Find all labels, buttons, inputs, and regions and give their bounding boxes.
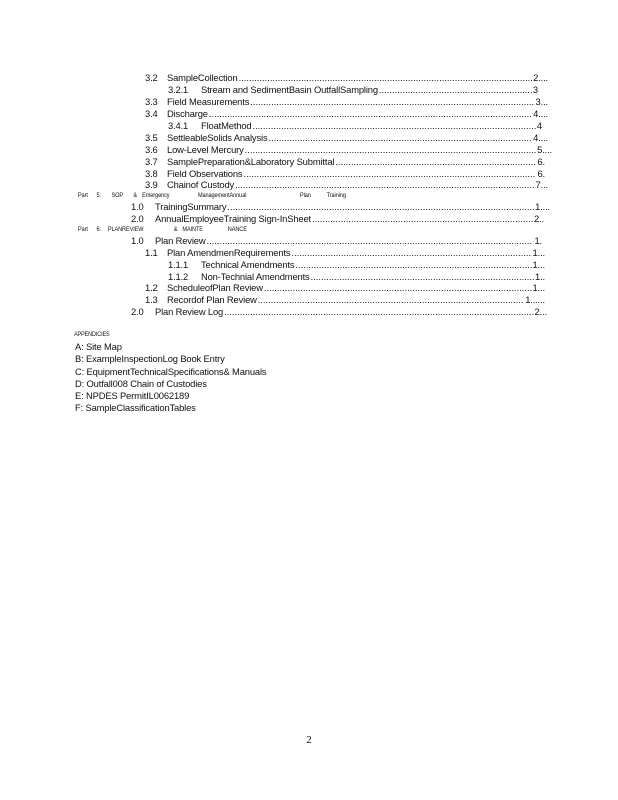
part6-heading-word: & [173, 226, 178, 233]
part5-heading[interactable] [78, 192, 346, 200]
toc-entry-title: Technical Amendments [201, 259, 295, 270]
toc-leader-dots [252, 120, 535, 132]
part6-heading[interactable] [78, 226, 247, 234]
toc-entry-number: 3.4 [145, 108, 158, 119]
part5-heading-word: Plan [300, 192, 311, 199]
appendix-item[interactable]: F: SampleClassificationTables [75, 402, 196, 413]
toc-leader-dots [209, 108, 532, 120]
toc-leader-dots [227, 201, 534, 213]
toc-leader-dots [235, 179, 534, 191]
toc-entry[interactable] [145, 96, 548, 108]
toc-entry-title: Low-Level Mercury [167, 144, 244, 155]
toc-entry-page: 2 [534, 213, 540, 224]
appendices-heading: APPENDICIES [74, 331, 110, 338]
toc-entry-number: 1.0 [131, 201, 144, 212]
toc-trailing-dots: . [542, 156, 545, 167]
toc-leader-dots [258, 294, 524, 306]
toc-entry-title: Non-Technial Amendments [201, 271, 310, 282]
toc-entry-page: 6 [537, 156, 543, 167]
toc-trailing-dots: .... [540, 201, 550, 212]
toc-entry[interactable] [145, 72, 548, 84]
part5-heading-word: ManagementAnnual [197, 192, 247, 199]
toc-entry-title: Plan Review [155, 235, 206, 246]
toc-trailing-dots: . [539, 235, 542, 246]
toc-entry-page: 1 [532, 259, 538, 270]
toc-leader-dots [224, 306, 533, 318]
appendix-item[interactable]: B: ExampleInspectionLog Book Entry [75, 353, 225, 364]
toc-entry[interactable] [131, 306, 547, 318]
toc-entry-number: 2.0 [131, 213, 144, 224]
toc-entry[interactable] [131, 235, 542, 247]
toc-entry-page: 3 [532, 84, 538, 95]
appendix-item[interactable]: D: Outfall008 Chain of Custodies [75, 378, 207, 389]
part6-heading-word: NANCE [227, 226, 247, 233]
part5-heading-word: Training [326, 192, 346, 199]
part6-heading-word: 6: [96, 226, 101, 233]
toc-trailing-dots: ... [540, 96, 548, 107]
part5-heading-word: 5: [96, 192, 101, 199]
toc-entry-title: Plan AmendmenRequirements [167, 247, 291, 258]
toc-entry-page: 4 [533, 108, 539, 119]
toc-leader-dots [312, 213, 533, 225]
toc-entry-number: 1.1.2 [168, 271, 189, 282]
toc-trailing-dots: ... [537, 247, 545, 258]
toc-entry[interactable] [145, 247, 545, 259]
toc-entry-number: 1.3 [145, 294, 158, 305]
toc-trailing-dots: .. [539, 213, 544, 224]
toc-trailing-dots: .... [538, 72, 548, 83]
toc-entry[interactable] [145, 294, 545, 306]
page-number: 2 [306, 734, 312, 746]
toc-entry-title: AnnualEmployeeTraining Sign-InSheet [155, 213, 311, 224]
toc-trailing-dots: .... [542, 144, 552, 155]
toc-entry[interactable] [145, 179, 548, 191]
toc-trailing-dots: .... [538, 108, 548, 119]
toc-entry-title: SampleCollection [167, 72, 238, 83]
toc-trailing-dots: . [542, 168, 545, 179]
toc-entry-page: 1 [535, 271, 541, 282]
part5-heading-word: Part [78, 192, 88, 199]
part5-heading-word: Emergency [142, 192, 170, 199]
toc-leader-dots [268, 132, 532, 144]
toc-entry-title: Discharge [167, 108, 208, 119]
toc-entry-page: 2 [533, 72, 539, 83]
toc-entry-title: SettleableSolids Analysis [167, 132, 268, 143]
toc-entry-title: Chainof Custody [167, 179, 235, 190]
toc-entry-page: 4 [533, 132, 539, 143]
part6-heading-word: MAINTE [182, 226, 203, 233]
toc-entry[interactable] [145, 156, 545, 168]
part5-heading-word: & [133, 192, 138, 199]
toc-entry-title: Plan Review Log [155, 306, 224, 317]
toc-entry[interactable] [168, 84, 538, 96]
toc-leader-dots [379, 84, 532, 96]
toc-entry-number: 3.5 [145, 132, 158, 143]
toc-entry-page: 5 [537, 144, 543, 155]
toc-entry-number: 2.0 [131, 306, 144, 317]
toc-trailing-dots: ...... [530, 294, 545, 305]
toc-entry-page: 1 [535, 201, 541, 212]
toc-leader-dots [335, 156, 536, 168]
toc-leader-dots [206, 235, 533, 247]
toc-entry[interactable] [131, 213, 544, 225]
toc-entry-number: 3.9 [145, 179, 158, 190]
toc-trailing-dots: .... [538, 132, 548, 143]
toc-trailing-dots: .. [540, 271, 545, 282]
toc-entry-number: 3.4.1 [168, 120, 189, 131]
toc-entry[interactable] [145, 144, 552, 156]
toc-entry-page: 3 [535, 96, 541, 107]
toc-entry[interactable] [145, 132, 548, 144]
toc-entry-title: TrainingSummary [155, 201, 227, 212]
toc-leader-dots [264, 282, 532, 294]
toc-entry-page: 2 [534, 306, 540, 317]
toc-entry-title: Stream and SedimentBasin OutfallSampling [201, 84, 378, 95]
toc-entry-page: 4 [536, 120, 542, 131]
toc-entry[interactable] [168, 120, 542, 132]
toc-leader-dots [291, 247, 531, 259]
toc-entry-title: Field Measurements [167, 96, 250, 107]
toc-leader-dots [295, 259, 531, 271]
toc-entry-number: 1.1.1 [168, 259, 189, 270]
toc-entry[interactable] [145, 282, 545, 294]
toc-entry-page: 1 [534, 235, 540, 246]
toc-entry-page: 6 [537, 168, 543, 179]
part5-heading-word: SOP [111, 192, 123, 199]
toc-entry-title: Field Observations [167, 168, 243, 179]
toc-entry-title: ScheduleofPlan Review [167, 282, 263, 293]
part6-heading-word: Part [78, 226, 88, 233]
toc-trailing-dots: ... [539, 306, 547, 317]
toc-entry-title: FloatMethod [201, 120, 252, 131]
toc-entry-number: 3.7 [145, 156, 158, 167]
toc-entry[interactable] [131, 201, 550, 213]
appendix-item[interactable]: E: NPDES PermitIL0062189 [75, 390, 190, 401]
toc-entry-page: 1 [532, 282, 538, 293]
appendix-item[interactable]: C: EquipmentTechnicalSpecifications& Manuals [75, 366, 267, 377]
toc-entry-number: 3.6 [145, 144, 158, 155]
toc-entry-number: 3.8 [145, 168, 158, 179]
toc-entry-number: 1.0 [131, 235, 144, 246]
appendix-item[interactable]: A: Site Map [75, 341, 122, 352]
toc-entry[interactable] [145, 108, 548, 120]
toc-trailing-dots: ... [540, 179, 548, 190]
toc-entry-number: 1.1 [145, 247, 158, 258]
toc-entry-page: 1 [525, 294, 531, 305]
toc-entry-page: 1 [532, 247, 538, 258]
toc-entry[interactable] [168, 259, 545, 271]
part6-heading-word: PLANREVIEW [107, 226, 144, 233]
toc-entry-page: 7 [535, 179, 541, 190]
toc-entry-number: 3.2 [145, 72, 158, 83]
toc-leader-dots [250, 96, 534, 108]
toc-entry-number: 3.2.1 [168, 84, 189, 95]
toc-trailing-dots: ... [537, 282, 545, 293]
toc-entry-title: Recordof Plan Review [167, 294, 257, 305]
toc-entry-number: 3.3 [145, 96, 158, 107]
toc-entry-title: SamplePreparation&Laboratory Submittal [167, 156, 335, 167]
toc-trailing-dots: ... [537, 259, 545, 270]
toc-entry-number: 1.2 [145, 282, 158, 293]
toc-leader-dots [239, 72, 533, 84]
toc-leader-dots [245, 144, 536, 156]
